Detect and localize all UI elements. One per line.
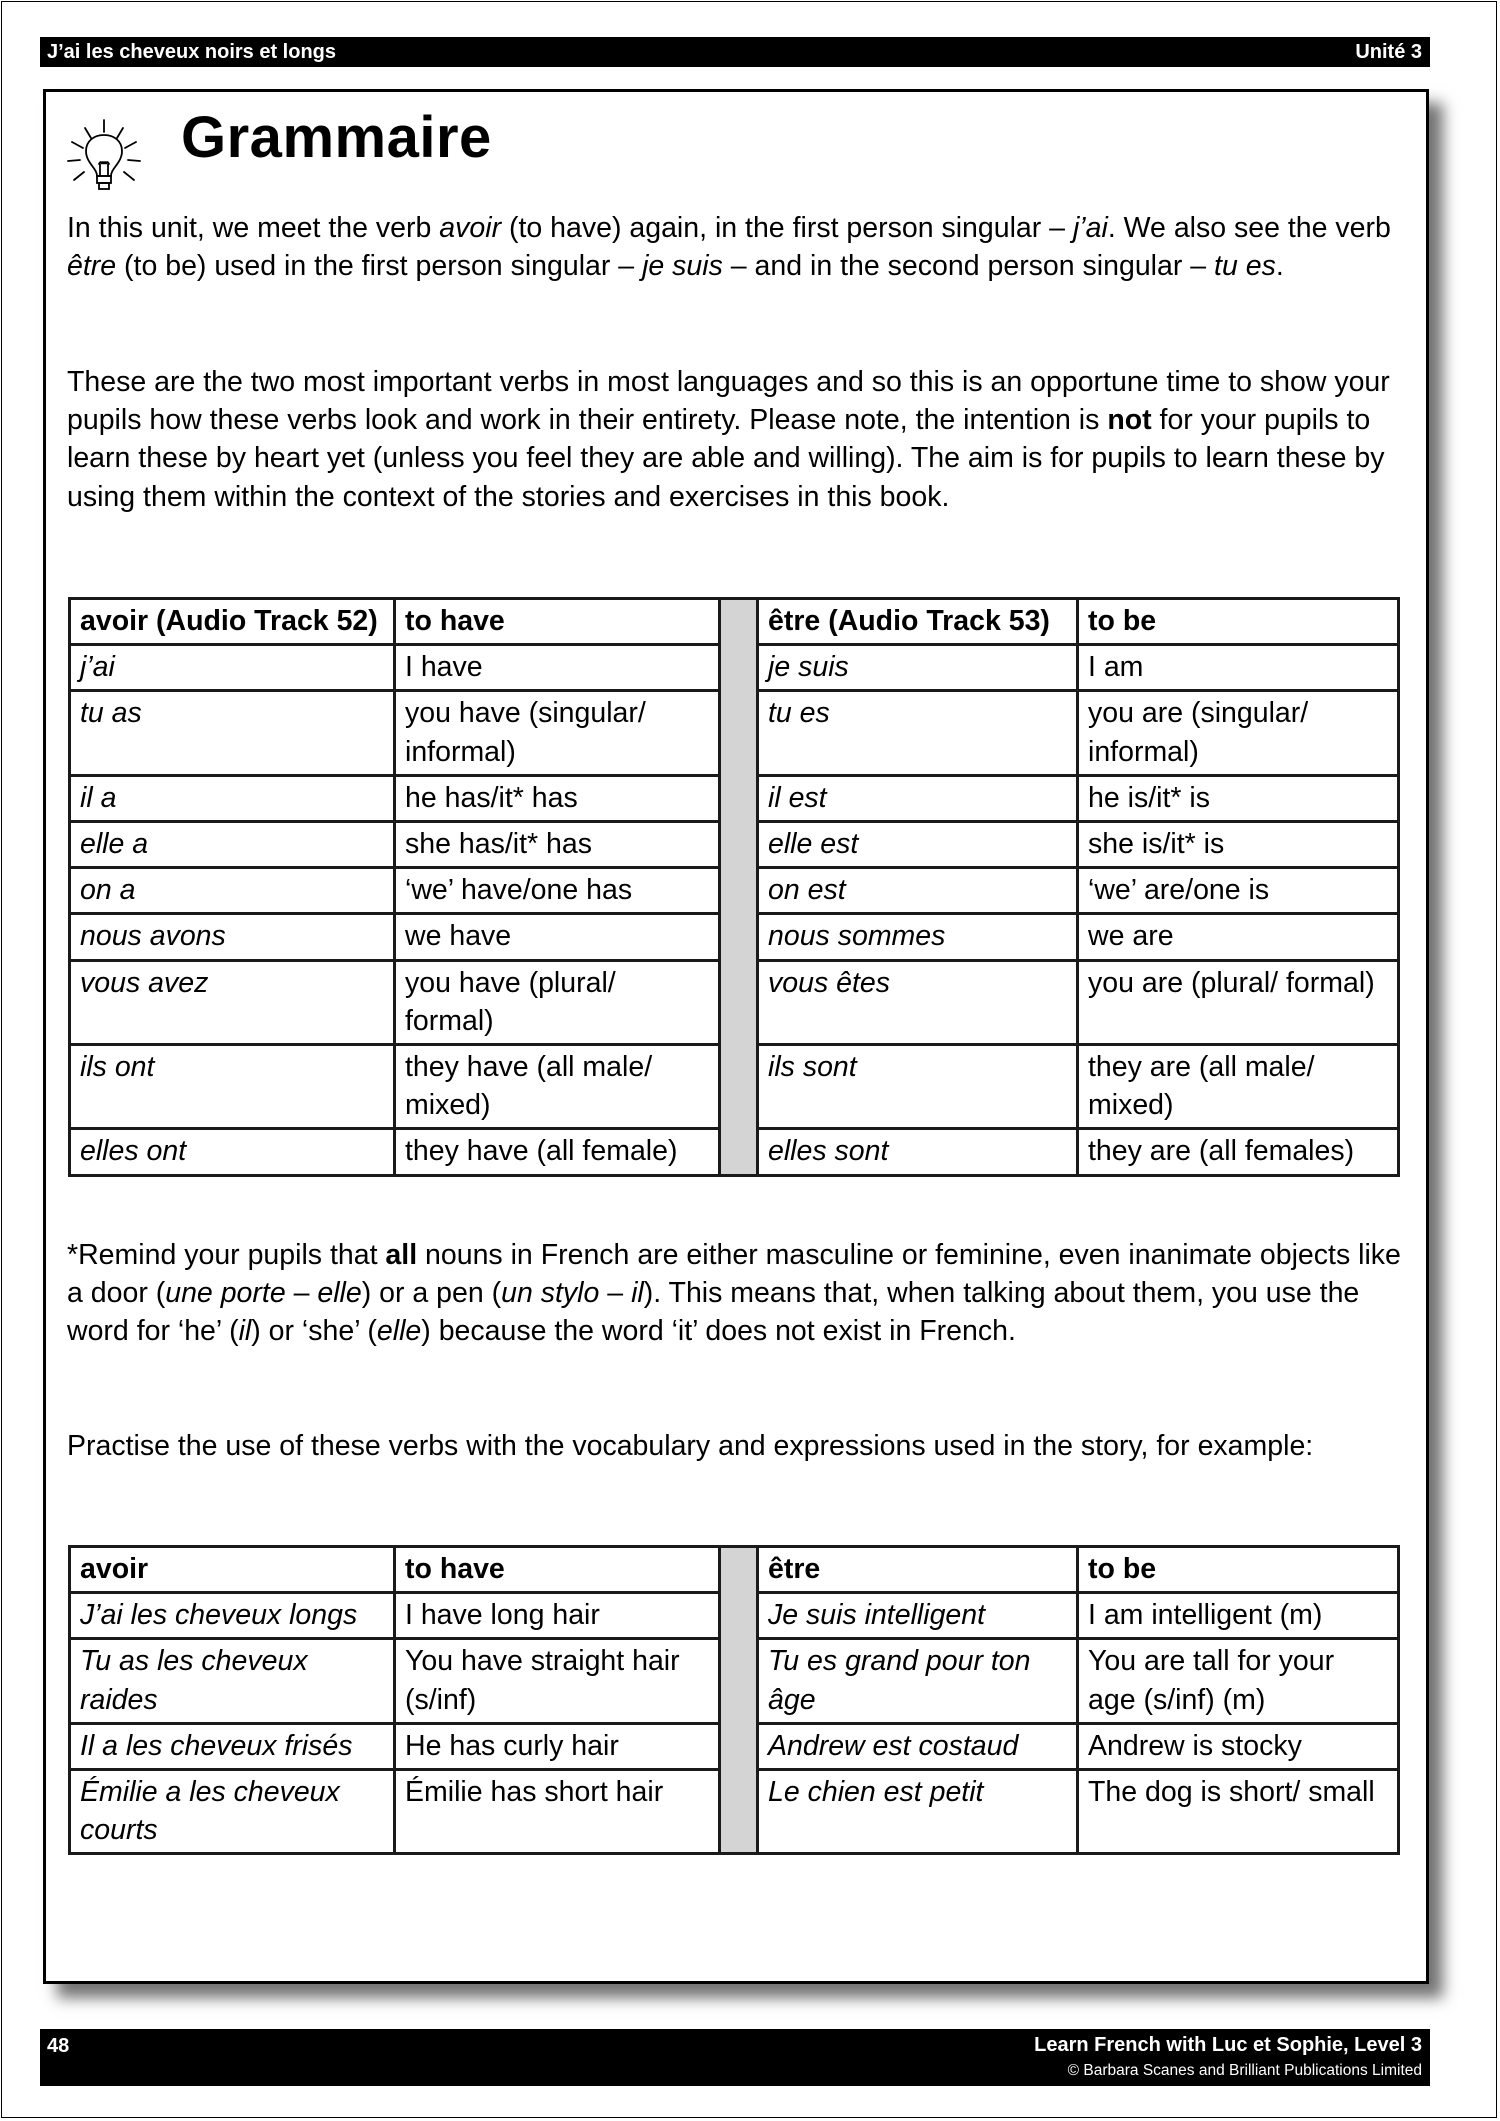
english-cell: you have (singular/ informal) [395, 691, 720, 775]
italic-run: une porte [165, 1277, 286, 1310]
french-cell: il a [70, 775, 395, 821]
examples-table [68, 1545, 1400, 1855]
header-cell: être [758, 1547, 1078, 1593]
english-cell: he has/it* has [395, 775, 720, 821]
italic-run: être [67, 250, 117, 283]
french-cell: elles sont [758, 1129, 1078, 1175]
french-cell: Andrew est costaud [758, 1723, 1078, 1769]
text-run: *Remind your pupils that [67, 1239, 386, 1271]
french-cell: elle est [758, 822, 1078, 868]
text-run: – [599, 1277, 632, 1310]
unit-label: Unité 3 [1355, 40, 1422, 63]
italic-run: un stylo [501, 1277, 600, 1310]
italic-run: tu es [1214, 250, 1276, 283]
english-cell: she has/it* has [395, 822, 720, 868]
header-cell: to have [395, 599, 720, 645]
english-cell: she is/it* is [1078, 822, 1399, 868]
separator-column [720, 1547, 758, 1854]
french-cell: il est [758, 775, 1078, 821]
bold-run: all [385, 1239, 418, 1271]
english-cell: Émilie has short hair [395, 1770, 720, 1854]
header-cell: to be [1078, 1547, 1399, 1593]
conjugation-table [68, 597, 1400, 1177]
text-run: Practise the use of these verbs with the vocabulary and expressions used in the story, for example: [67, 1430, 1314, 1462]
french-cell: J’ai les cheveux longs [70, 1593, 395, 1639]
text-run: – and in the second person singular – [722, 250, 1215, 283]
french-cell: Le chien est petit [758, 1770, 1078, 1854]
lightbulb-icon [64, 118, 144, 198]
english-cell: we have [395, 914, 720, 960]
english-cell: ‘we’ have/one has [395, 868, 720, 914]
intro-paragraph-2 [67, 363, 1407, 516]
header-cell: to be [1078, 599, 1399, 645]
header-cell: être (Audio Track 53) [758, 599, 1078, 645]
french-cell: tu es [758, 691, 1078, 775]
english-cell: they are (all females) [1078, 1129, 1399, 1175]
text-run: . [1275, 250, 1284, 283]
header-cell: avoir [70, 1547, 395, 1593]
french-cell: elles ont [70, 1129, 395, 1175]
conjugation-header-row [70, 599, 1399, 645]
english-cell: you are (plural/ formal) [1078, 960, 1399, 1044]
text-run: These are the two most important verbs in most languages and so this is an opportune time to show your pupils how these verbs look and work in their entirety. Please note, the intention is [67, 366, 1390, 437]
english-cell: I am intelligent (m) [1078, 1593, 1399, 1639]
text-run: . We also see the verb [1107, 212, 1391, 244]
french-cell: Il a les cheveux frisés [70, 1723, 395, 1769]
text-run: – [285, 1277, 318, 1310]
english-cell: You are tall for your age (s/inf) (m) [1078, 1639, 1399, 1723]
page-number: 48 [47, 2035, 70, 2057]
english-cell: he is/it* is [1078, 775, 1399, 821]
english-cell: they are (all male/ mixed) [1078, 1045, 1399, 1129]
examples-header-row [70, 1547, 1399, 1593]
english-cell: I am [1078, 645, 1399, 691]
section-title: Grammaire [181, 105, 492, 170]
italic-run: il [238, 1315, 252, 1348]
english-cell: they have (all male/ mixed) [395, 1045, 720, 1129]
book-title: Learn French with Luc et Sophie, Level 3 [1034, 2034, 1422, 2056]
italic-run: je suis [642, 250, 723, 283]
page-footer-bar [40, 2029, 1430, 2086]
french-cell: je suis [758, 645, 1078, 691]
french-cell: nous sommes [758, 914, 1078, 960]
text-run: ) or ‘she’ ( [251, 1315, 377, 1348]
text-run: (to have) again, in the first person singular – [501, 212, 1073, 244]
unit-header-bar [40, 37, 1430, 67]
english-cell: we are [1078, 914, 1399, 960]
header-cell: avoir (Audio Track 52) [70, 599, 395, 645]
english-cell: I have long hair [395, 1593, 720, 1639]
italic-run: avoir [439, 212, 502, 244]
unit-title: J’ai les cheveux noirs et longs [47, 40, 337, 63]
text-run: In this unit, we meet the verb [67, 212, 440, 244]
intro-paragraph-1 [67, 209, 1407, 285]
italic-run: elle [376, 1315, 422, 1348]
separator-column [720, 599, 758, 1176]
copyright: © Barbara Scanes and Brilliant Publications Limited [1067, 2062, 1422, 2079]
french-cell: ils sont [758, 1045, 1078, 1129]
footnote-paragraph [67, 1236, 1407, 1351]
english-cell: You have straight hair (s/inf) [395, 1639, 720, 1723]
bold-run: not [1107, 404, 1152, 437]
french-cell: j’ai [70, 645, 395, 691]
french-cell: Je suis intelligent [758, 1593, 1078, 1639]
french-cell: Tu as les cheveux raides [70, 1639, 395, 1723]
italic-run: elle [317, 1277, 362, 1310]
italic-run: j’ai [1072, 212, 1108, 244]
text-run: ). This means that, when talking about them, you use the word for ‘he’ ( [67, 1277, 1360, 1348]
practise-paragraph [67, 1427, 1407, 1465]
french-cell: ils ont [70, 1045, 395, 1129]
text-run: ) or a pen ( [361, 1277, 502, 1310]
french-cell: vous avez [70, 960, 395, 1044]
french-cell: on est [758, 868, 1078, 914]
text-run: ) because the word ‘it’ does not exist in French. [421, 1315, 1016, 1348]
english-cell: you are (singular/ informal) [1078, 691, 1399, 775]
french-cell: on a [70, 868, 395, 914]
text-run: for your pupils to learn these by heart yet (unless you feel they are able and willing). The aim is for pupils to learn these by using them within the context of the stories and exercises in this book. [67, 404, 1385, 513]
header-cell: to have [395, 1547, 720, 1593]
french-cell: tu as [70, 691, 395, 775]
text-run: (to be) used in the first person singular – [116, 250, 643, 283]
french-cell: vous êtes [758, 960, 1078, 1044]
english-cell: you have (plural/ formal) [395, 960, 720, 1044]
french-cell: Tu es grand pour ton âge [758, 1639, 1078, 1723]
french-cell: Émilie a les cheveux courts [70, 1770, 395, 1854]
english-cell: ‘we’ are/one is [1078, 868, 1399, 914]
french-cell: nous avons [70, 914, 395, 960]
english-cell: Andrew is stocky [1078, 1723, 1399, 1769]
english-cell: The dog is short/ small [1078, 1770, 1399, 1854]
english-cell: I have [395, 645, 720, 691]
english-cell: they have (all female) [395, 1129, 720, 1175]
english-cell: He has curly hair [395, 1723, 720, 1769]
text-run: nouns in French are either masculine or feminine, even inanimate objects like a door ( [67, 1239, 1401, 1310]
italic-run: il [631, 1277, 644, 1310]
french-cell: elle a [70, 822, 395, 868]
